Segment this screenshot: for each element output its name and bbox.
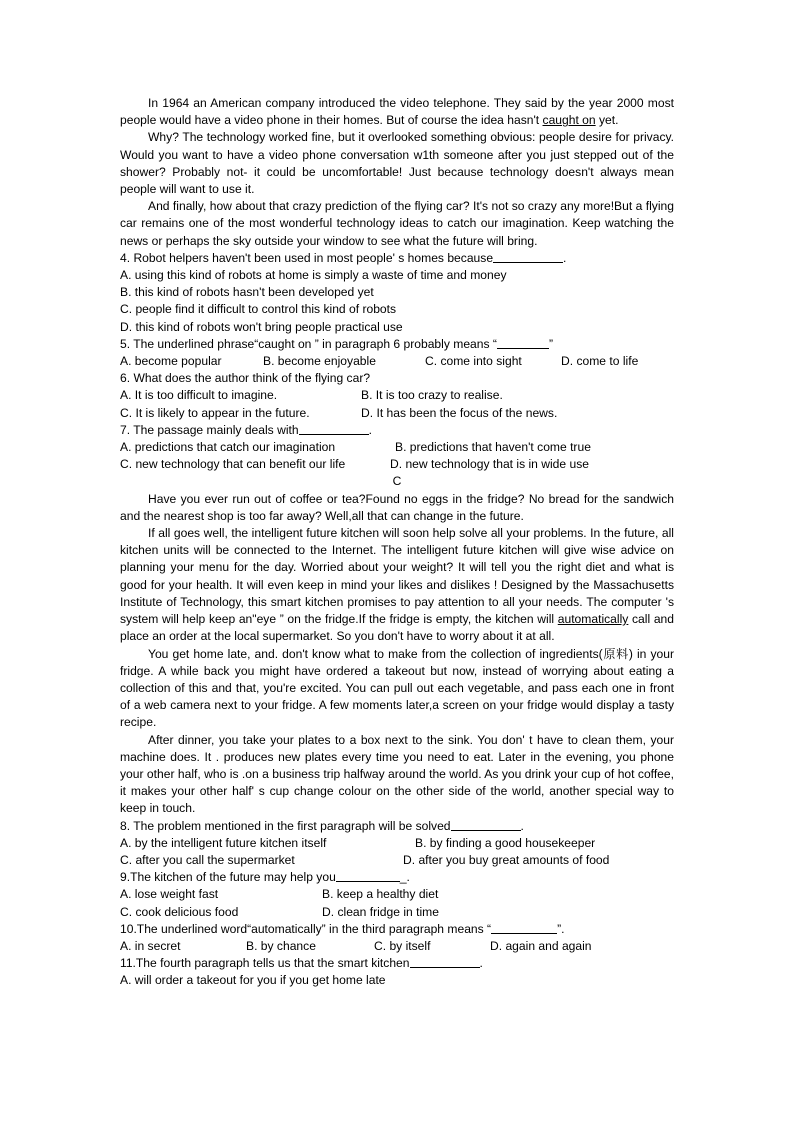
answer-blank[interactable] xyxy=(299,422,369,435)
option: C. It is likely to appear in the future. xyxy=(120,405,310,420)
question-stem: 8. The problem mentioned in the first paragraph will be solved . xyxy=(120,818,524,833)
option: C. people find it difficult to control this kind of robots xyxy=(120,302,397,317)
option: C. come into sight xyxy=(425,354,522,369)
option: C. new technology that can benefit our life xyxy=(120,457,346,472)
option: D. It has been the focus of the news. xyxy=(361,405,558,420)
option: C. by itself xyxy=(374,938,431,953)
option: A. by the intelligent future kitchen itself xyxy=(120,835,327,850)
passage-b xyxy=(120,95,674,990)
options-row xyxy=(120,353,674,370)
options-row xyxy=(120,938,674,955)
answer-blank[interactable] xyxy=(451,818,521,831)
paragraph xyxy=(120,95,674,129)
option: D. new technology that is in wide use xyxy=(390,457,589,472)
options-row xyxy=(120,405,674,422)
paragraph-text: yet. xyxy=(595,113,619,128)
option: D. again and again xyxy=(490,938,592,953)
option: A. become popular xyxy=(120,354,222,369)
option: B. It is too crazy to realise. xyxy=(361,388,503,403)
option: C. cook delicious food xyxy=(120,904,239,919)
option: A. predictions that catch our imagination xyxy=(120,440,336,455)
paragraph-text: In 1964 an American company introduced the video telephone. They said by the year 2000 most people would have a video phone in their homes. But of course the idea hasn't xyxy=(120,96,674,128)
option: A. lose weight fast xyxy=(120,887,219,902)
option: B. by finding a good housekeeper xyxy=(415,835,596,850)
question-stem: 7. The passage mainly deals with . xyxy=(120,422,372,437)
paragraph: After dinner, you take your plates to a box next to the sink. You don' t have to clean them, your machine does. It . produces new plates every time you need to eat. Later in the evening, you phone your other half, who is .on a business trip halfway around the world. As you drink your cup of hot coffee, it makes your other half' s cup change colour on the other side of the world, another special way to keep in touch. xyxy=(120,732,674,816)
option: B. keep a healthy diet xyxy=(322,887,439,902)
paragraph: And finally, how about that crazy prediction of the flying car? It's not so crazy any more!But a flying car remains one of the most wonderful technology ideas to catch our imagination. Keep watching the news or perhaps the sky outside your window to see what the future will bring. xyxy=(120,199,674,248)
question-stem: 10.The underlined word“automatically” in the third paragraph means “ ”. xyxy=(120,921,565,936)
options-row xyxy=(120,387,674,404)
option: A. will order a takeout for you if you get home late xyxy=(120,973,386,988)
option: A. using this kind of robots at home is simply a waste of time and money xyxy=(120,268,507,283)
paragraph: You get home late, and. don't know what to make from the collection of ingredients(原料) in your fridge. A while back you might have ordered a takeout but now, instead of worrying about eating a collection of this and that, you're excited. You can pull out each vegetable, and pass each one in front of a web camera next to your fridge. A few moments later,a screen on your fridge would display a tasty recipe. xyxy=(120,646,674,730)
options-row xyxy=(120,904,674,921)
paragraph: If all goes well, the intelligent future kitchen will soon help solve all your problems. In the future, all kitchen units will be connected to the Internet. The intelligent future kitchen will give wise advice on planning your menu for the day. Worried about your weight? It will tell you the right diet and what is good for your health. It will even keep in mind your likes and dislikes ! Designed by the Massachusetts Institute of Technology, this smart kitchen promises to pay attention to all your needs. The computer 's system will help keep an"eye ” on the fridge.If the fridge is empty, the kitchen will automatically call and place an order at the local supermarket. So you don't have to worry about it at all. xyxy=(120,526,674,644)
options-row xyxy=(120,835,674,852)
question-stem: 11.The fourth paragraph tells us that the smart kitchen . xyxy=(120,956,483,971)
option: D. come to life xyxy=(561,354,639,369)
option: D. this kind of robots won't bring people practical use xyxy=(120,319,403,334)
answer-blank[interactable] xyxy=(410,955,480,968)
options-row xyxy=(120,852,674,869)
options-row xyxy=(120,439,674,456)
option: D. after you buy great amounts of food xyxy=(403,852,610,867)
answer-blank[interactable] xyxy=(497,336,549,349)
underlined-word: automatically xyxy=(557,612,629,627)
paragraph: Have you ever run out of coffee or tea?Found no eggs in the fridge? No bread for the sandwich and the nearest shop is too far away? Well,all that can change in the future. xyxy=(120,491,674,523)
question-stem: 6. What does the author think of the flying car? xyxy=(120,371,371,386)
underlined-phrase: caught on xyxy=(542,113,596,128)
option: B. this kind of robots hasn't been developed yet xyxy=(120,285,374,300)
option: A. in secret xyxy=(120,938,181,953)
question-stem: 5. The underlined phrase“caught on ” in paragraph 6 probably means “ ” xyxy=(120,336,553,351)
option: D. clean fridge in time xyxy=(322,904,439,919)
option: C. after you call the supermarket xyxy=(120,852,295,867)
answer-blank[interactable] xyxy=(491,921,557,934)
option: B. predictions that haven't come true xyxy=(395,440,591,455)
options-row xyxy=(120,456,674,473)
option: A. It is too difficult to imagine. xyxy=(120,388,278,403)
option: B. become enjoyable xyxy=(263,354,376,369)
paragraph: Why? The technology worked fine, but it overlooked something obvious: people desire for privacy. Would you want to have a video phone conversation w1th someone after you just stepped out of the shower? Probably not- it could be uncomfortable! Just because technology doesn't always mean people will want to use it. xyxy=(120,130,674,197)
option: B. by chance xyxy=(246,938,316,953)
question-stem: 4. Robot helpers haven't been used in most people' s homes because . xyxy=(120,250,567,265)
section-heading: C xyxy=(392,474,402,489)
options-row xyxy=(120,886,674,903)
question-stem: 9.The kitchen of the future may help you _. xyxy=(120,870,410,885)
answer-blank[interactable] xyxy=(336,869,400,882)
answer-blank[interactable] xyxy=(493,250,563,263)
